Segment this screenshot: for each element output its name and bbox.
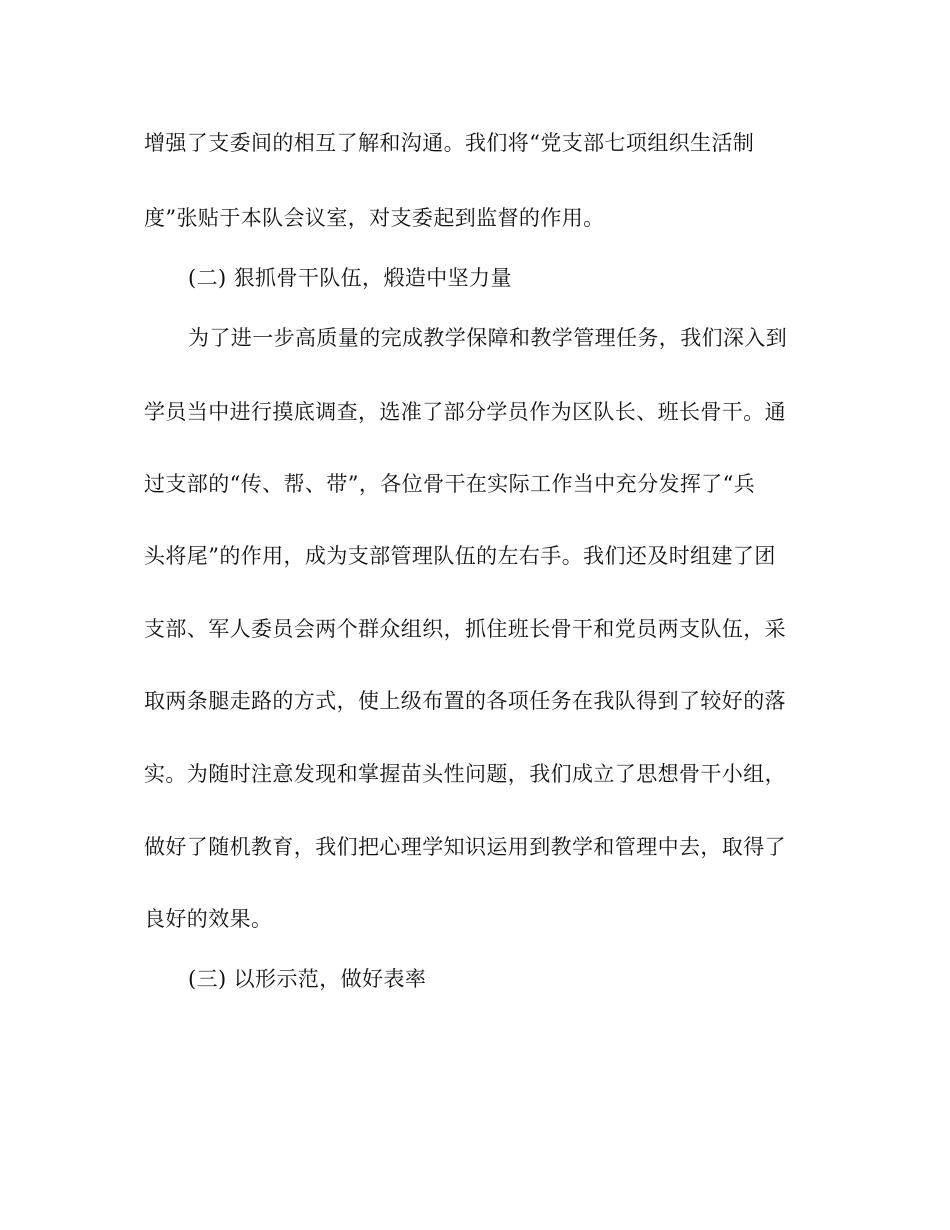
text-line-4: 学员当中进行摸底调查，选准了部分学员作为区队长、班长骨干。通: [144, 400, 786, 424]
text-line-2: 度”张贴于本队会议室，对支委起到监督的作用。: [144, 206, 605, 230]
text-line-10: 做好了随机教育，我们把心理学知识运用到教学和管理中去，取得了: [144, 835, 786, 859]
text-line-5: 过支部的“传、帮、带”，各位骨干在实际工作当中充分发挥了“兵: [144, 472, 756, 496]
section-heading-2: (二) 狠抓骨干队伍，煅造中坚力量: [188, 266, 512, 290]
text-line-7: 支部、军人委员会两个群众组织，抓住班长骨干和党员两支队伍，采: [144, 617, 786, 641]
text-line-9: 实。为随时注意发现和掌握苗头性问题，我们成立了思想骨干小组，: [144, 762, 786, 786]
section-heading-3: (三) 以形示范，做好表率: [188, 967, 427, 991]
text-line-1: 增强了支委间的相互了解和沟通。我们将“党支部七项组织生活制: [144, 131, 755, 155]
text-line-6: 头将尾”的作用，成为支部管理队伍的左右手。我们还及时组建了团: [144, 544, 776, 568]
text-line-3: 为了进一步高质量的完成教学保障和教学管理任务，我们深入到: [188, 326, 788, 350]
text-line-11: 良好的效果。: [144, 907, 273, 931]
text-line-8: 取两条腿走路的方式，使上级布置的各项任务在我队得到了较好的落: [144, 689, 786, 713]
